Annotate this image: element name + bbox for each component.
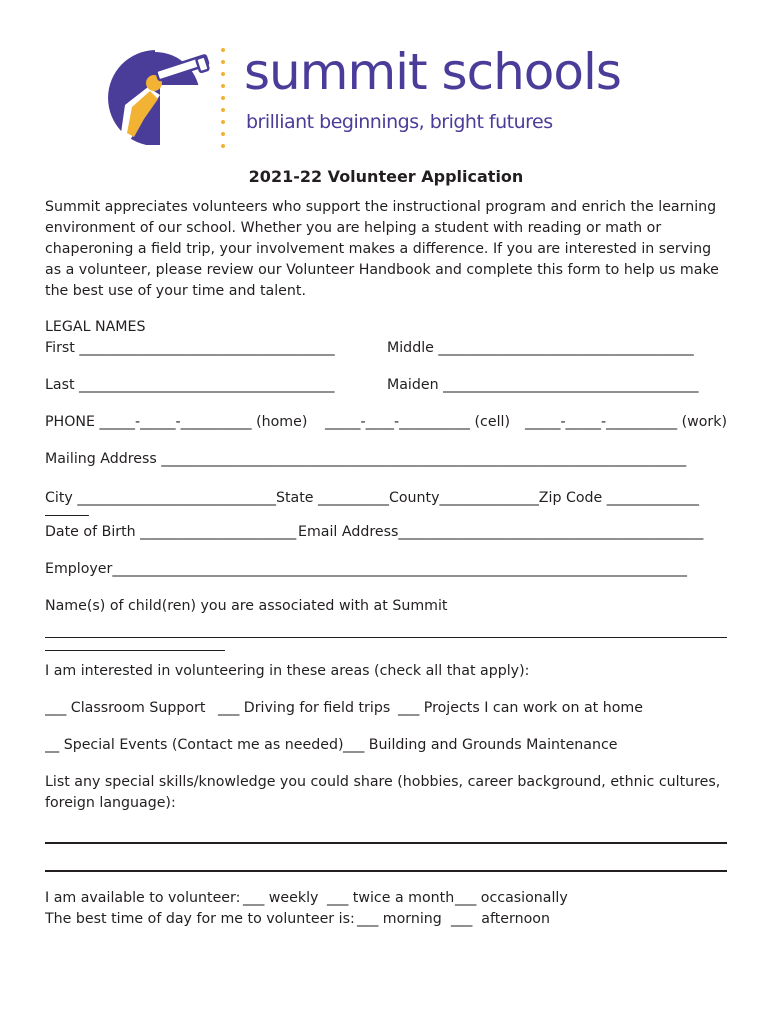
phone-row [45,412,727,433]
last-maiden-row [45,375,727,396]
date-of-birth-field[interactable]: Date of Birth ______________________ [45,524,297,540]
option-special-events[interactable]: __ Special Events (Contact me as needed) [45,737,344,753]
availability-label: I am available to volunteer: [45,890,241,906]
children-label: Name(s) of child(ren) you are associated with at Summit [45,598,448,614]
legal-names-label: LEGAL NAMES [45,319,146,335]
skills-label: List any special skills/knowledge you could share (hobbies, career background, ethnic cultures, foreign language): [45,774,721,811]
dotted-divider [220,47,226,151]
best-time-label: The best time of day for me to volunteer is: [45,911,355,927]
option-afternoon[interactable]: ___ afternoon [451,911,550,927]
option-occasionally[interactable]: ___ occasionally [455,890,568,906]
child-with-telescope-logo-icon [100,45,210,145]
first-name-field[interactable]: First ____________________________________ [45,340,335,356]
option-morning[interactable]: ___ morning [357,911,442,927]
volunteer-form [45,165,727,930]
best-time-row [45,909,727,930]
children-continuation-line [45,638,225,651]
middle-name-field[interactable]: Middle ____________________________________ [387,340,694,356]
dob-email-row [45,522,727,543]
option-twice-a-month[interactable]: ___ twice a month [327,890,455,906]
first-middle-row [45,338,727,359]
brand-name: summit schools [244,43,621,101]
cell-phone-field[interactable]: _____-____-__________ (cell) [324,414,510,430]
city-state-county-zip-field[interactable]: City ____________________________State __________County______________Zip Code _____________ [45,490,700,506]
interest-options-row-1 [45,698,727,719]
interest-label: I am interested in volunteering in these areas (check all that apply): [45,663,530,679]
option-driving-field-trips[interactable]: ___ Driving for field trips [218,700,391,716]
employer-field[interactable]: Employer_________________________________________________________________________________ [45,561,687,577]
zip-continuation-line [45,509,89,516]
email-address-field[interactable]: Email Address___________________________________________ [298,524,704,540]
children-field-line[interactable] [45,617,727,638]
availability-row [45,888,727,909]
work-phone-field[interactable]: _____-_____-__________ (work) [524,414,727,430]
option-projects-at-home[interactable]: ___ Projects I can work on at home [398,700,643,716]
option-weekly[interactable]: ___ weekly [243,890,319,906]
home-phone-field[interactable]: PHONE _____-_____-__________ (home) [45,414,308,430]
interest-options-row-2 [45,735,727,756]
mailing-address-field[interactable]: Mailing Address __________________________________________________________________________ [45,451,687,467]
form-title: 2021-22 Volunteer Application [248,167,524,186]
last-name-field[interactable]: Last ____________________________________ [45,377,335,393]
maiden-name-field[interactable]: Maiden ____________________________________ [387,377,699,393]
option-building-grounds[interactable]: ___ Building and Grounds Maintenance [343,737,618,753]
brand-tagline: brilliant beginnings, bright futures [246,111,553,133]
form-intro: Summit appreciates volunteers who support the instructional program and enrich the learning environment of our school. Whether you are helping a student with reading or math or chaperoning a field trip, your involvement makes a difference. If you are interested in serving as a volunteer, please review our Volunteer Handbook and complete this form to help us make the best use of your time and talent. [45,199,719,299]
header-logo [100,45,700,155]
option-classroom-support[interactable]: ___ Classroom Support [45,700,206,716]
